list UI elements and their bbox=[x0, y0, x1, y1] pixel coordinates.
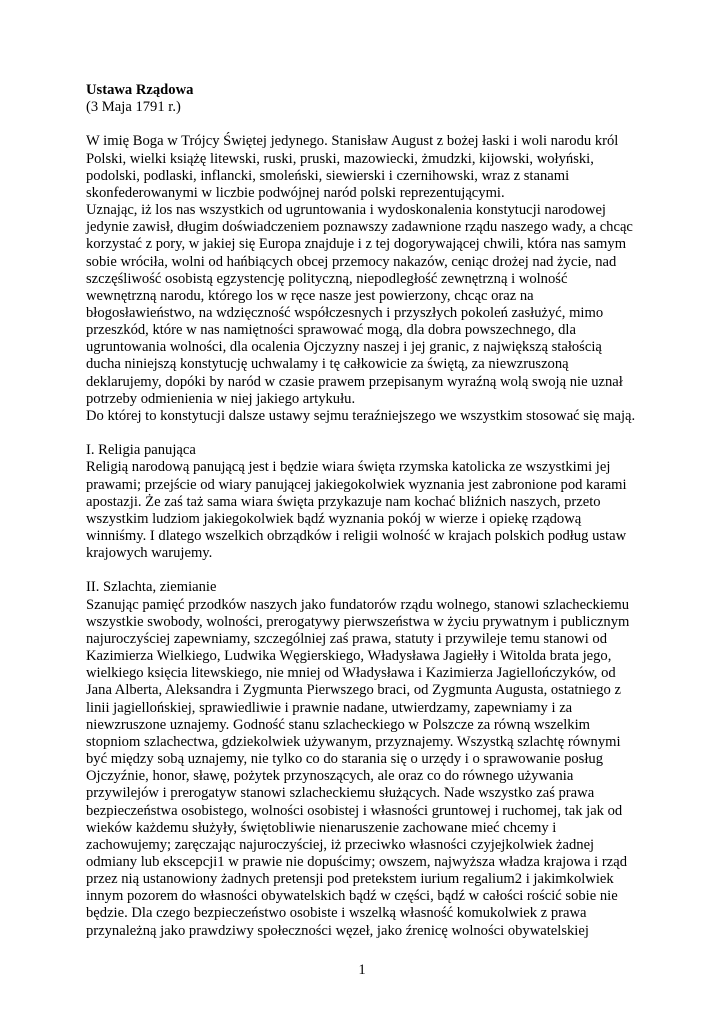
text-line: Jana Alberta, Aleksandra i Zygmunta Pierwszego braci, od Zygmunta Augusta, ostatniego z bbox=[86, 682, 621, 699]
document-title: Ustawa Rządowa bbox=[86, 82, 194, 98]
text-line: przez nią ustanowiony żadnych pretensji pod pretekstem iurium regalium2 i jakimkolwiek bbox=[86, 871, 614, 888]
text-line: stopniom szlachectwa, gdziekolwiek używanym, przyznajemy. Wszystką szlachtę równymi bbox=[86, 733, 621, 750]
text-line: najuroczyściej zapewniamy, szczególniej zaś prawa, statuty i przywileje temu stanowi od bbox=[86, 630, 607, 647]
document-date: (3 Maja 1791 r.) bbox=[86, 99, 181, 116]
text-line: szczęśliwość osobistą egzystencję polityczną, niepodległość zewnętrzną i wolność bbox=[86, 270, 568, 287]
text-line: być między sobą uznajemy, nie tylko co do starania się o urzędy i o sprawowanie posług bbox=[86, 751, 603, 768]
blank-line bbox=[86, 116, 654, 133]
text-line: prawami; przejście od wiary panującej jakiegokolwiek wyznania jest zabronione pod karami bbox=[86, 476, 627, 493]
section-religion bbox=[86, 442, 654, 562]
blank-line bbox=[86, 562, 654, 579]
text-line: deklarujemy, dopóki by naród w czasie prawem przepisanym wyraźną wolą swoją nie uznał bbox=[86, 373, 623, 390]
text-line: W imię Boga w Trójcy Świętej jedynego. Stanisław August z bożej łaski i woli narodu król bbox=[86, 133, 619, 150]
text-line: winniśmy. I dlatego wszelkich obrządków i religii wolność w krajach polskich podług ustaw bbox=[86, 528, 627, 545]
text-line: ducha niniejszą konstytucję uchwalamy i tę całkowicie za świętą, za niewzruszoną bbox=[86, 356, 569, 373]
text-line: krajowych warujemy. bbox=[86, 545, 213, 562]
text-line: Polski, wielki książę litewski, ruski, pruski, mazowiecki, żmudzki, kijowski, wołyński, bbox=[86, 150, 594, 167]
text-line: wielkiego księcia litewskiego, nie mniej od Władysława i Kazimierza Jagiellończyków, od bbox=[86, 665, 616, 682]
text-line: bezpieczeństwa osobistego, wolności osobistej i własności gruntowej i ruchomej, tak jak od bbox=[86, 802, 623, 819]
section-nobility bbox=[86, 579, 654, 939]
document-body bbox=[86, 82, 654, 940]
text-line: skonfederowanymi w liczbie podwójnej naród polski reprezentującymi. bbox=[86, 184, 505, 201]
blank-line bbox=[86, 425, 654, 442]
text-line: wieków każdemu służyły, świętobliwie nienaruszenie zachowane mieć chcemy i bbox=[86, 819, 557, 836]
text-line: zachowujemy; zaręczając najuroczyściej, iż przeciwko własności czyjejkolwiek żadnej bbox=[86, 836, 595, 853]
text-line: wszystkim ludziom jakiegokolwiek bądź wyznania pokój w wierze i opiekę rządową bbox=[86, 510, 582, 527]
text-line: ugruntowania wolności, dla ocalenia Ojczyzny naszej i jej granic, z największą stałością bbox=[86, 339, 602, 356]
text-line: wewnętrzną narodu, którego los w ręce nasze jest powierzony, chcąc oraz na bbox=[86, 287, 534, 304]
text-line: wszystkie swobody, wolności, prerogatywy pierwszeństwa w życiu prywatnym i publicznym bbox=[86, 613, 630, 630]
section-heading: I. Religia panująca bbox=[86, 442, 196, 459]
text-line: Szanując pamięć przodków naszych jako fundatorów rządu wolnego, stanowi szlacheckiemu bbox=[86, 596, 630, 613]
text-line: niewzruszone uznajemy. Godność stanu szlacheckiego w Polszcze za równą wszelkim bbox=[86, 716, 590, 733]
text-line: Do której to konstytucji dalsze ustawy sejmu teraźniejszego we wszystkim stosować się mają. bbox=[86, 407, 636, 424]
text-line: apostazji. Że zaś taż sama wiara święta przykazuje nam kochać bliźnich naszych, przeto bbox=[86, 493, 601, 510]
text-line: sobie wróciła, wolni od hańbiących obcej przemocy nakazów, ceniąc drożej nad życie, nad bbox=[86, 253, 617, 270]
text-line: korzystać z pory, w jakiej się Europa znajduje i z tej dogorywającej chwili, która nas samym bbox=[86, 236, 627, 253]
application-paragraph bbox=[86, 408, 654, 425]
text-line: przeszkód, które w nas namiętności sprawować mogą, dla dobra powszechnego, dla bbox=[86, 322, 576, 339]
text-line: podolski, podlaski, inflancki, smoleński, siewierski i czernihowski, wraz z stanami bbox=[86, 167, 570, 184]
section-heading: II. Szlachta, ziemianie bbox=[86, 579, 217, 596]
text-line: innym pozorem do własności obywatelskich bądź w części, bądź w całości rościć sobie nie bbox=[86, 888, 618, 905]
text-line: Ojczyźnie, honor, sławę, pożytek przynoszących, ale oraz co do równego używania bbox=[86, 768, 574, 785]
page-number: 1 bbox=[358, 962, 366, 978]
text-line: odmiany lub ekscepcji1 w prawie nie dopuścimy; owszem, najwyższa władza krajowa i rząd bbox=[86, 853, 628, 870]
text-line: linii jagiellońskiej, sprawiedliwie i prawnie nadane, utwierdzamy, zapewniamy i za bbox=[86, 699, 573, 716]
text-line: przywilejów i prerogatyw stanowi szlacheckiemu służących. Nade wszystko zaś prawa bbox=[86, 785, 595, 802]
preamble-paragraph bbox=[86, 133, 654, 202]
text-line: Uznając, iż los nas wszystkich od ugruntowania i wydoskonalenia konstytucji narodowej bbox=[86, 202, 606, 219]
text-line: potrzeby odmienienia w niej jakiego artykułu. bbox=[86, 390, 356, 407]
text-line: Kazimierza Wielkiego, Ludwika Węgierskiego, Władysława Jagiełły i Witolda brata jego, bbox=[86, 648, 612, 665]
text-line: jedynie zawisł, długim doświadczeniem poznawszy zadawnione rządu naszego wady, a chcąc bbox=[86, 219, 633, 236]
intent-paragraph bbox=[86, 202, 654, 408]
text-line: Religią narodową panującą jest i będzie wiara święta rzymska katolicka ze wszystkimi jej bbox=[86, 459, 611, 476]
text-line: przynależną jako prawdziwy społeczności węzeł, jako źrenicę wolności obywatelskiej bbox=[86, 922, 589, 939]
text-line: będzie. Dla czego bezpieczeństwo osobiste i wszelką własność komukolwiek z prawa bbox=[86, 905, 587, 922]
text-line: błogosławieństwo, na wdzięczność współczesnych i przyszłych pokoleń zasłużyć, mimo bbox=[86, 305, 604, 322]
